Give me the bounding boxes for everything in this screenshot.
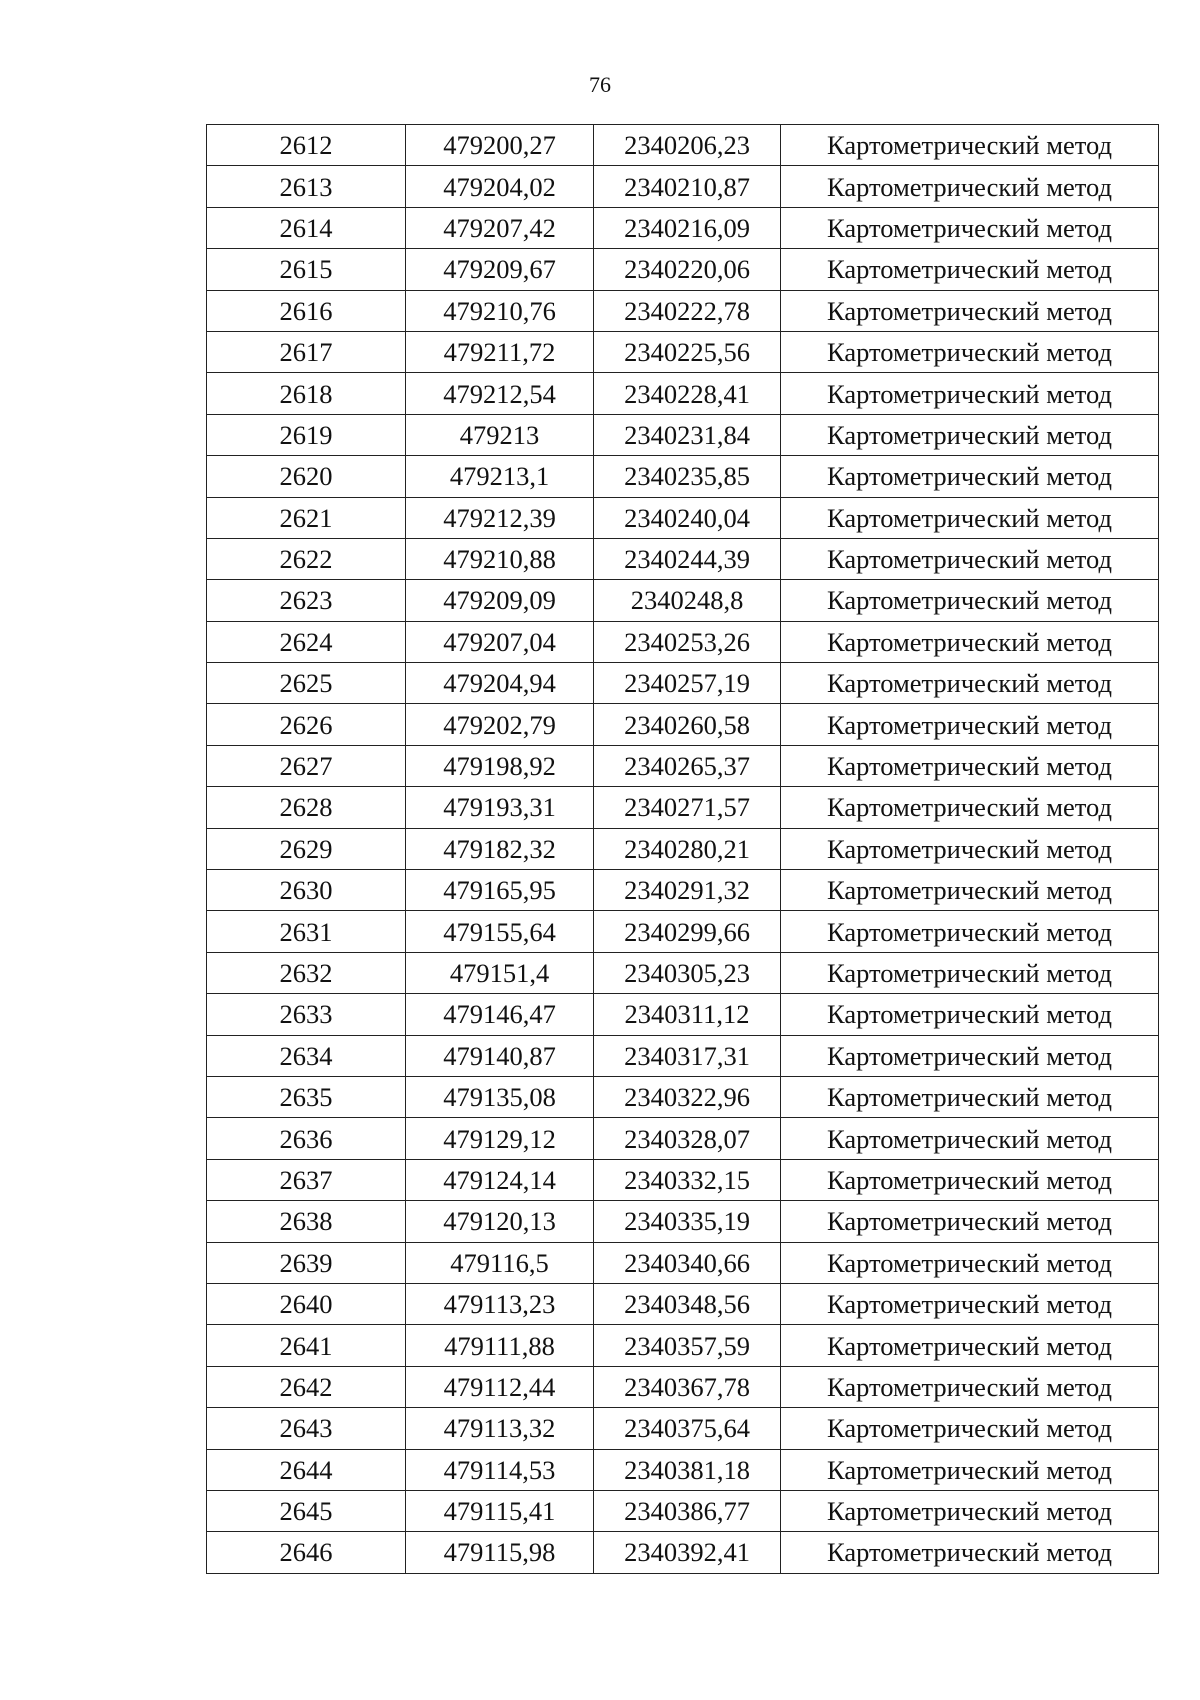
table-row [207, 1366, 1159, 1407]
x-coordinate-cell: 479165,95 [406, 870, 594, 911]
x-coordinate-cell: 479112,44 [406, 1366, 594, 1407]
coordinates-table [206, 124, 1159, 1574]
point-number-cell: 2631 [207, 911, 406, 952]
point-number-cell: 2625 [207, 663, 406, 704]
table-row [207, 580, 1159, 621]
table-row [207, 331, 1159, 372]
point-number-cell: 2629 [207, 828, 406, 869]
method-cell: Картометрический метод [781, 414, 1159, 455]
point-number-cell: 2644 [207, 1449, 406, 1490]
table-row [207, 911, 1159, 952]
x-coordinate-cell: 479212,54 [406, 373, 594, 414]
method-cell: Картометрический метод [781, 1408, 1159, 1449]
method-cell: Картометрический метод [781, 621, 1159, 662]
method-cell: Картометрический метод [781, 166, 1159, 207]
x-coordinate-cell: 479146,47 [406, 994, 594, 1035]
y-coordinate-cell: 2340392,41 [594, 1532, 781, 1573]
point-number-cell: 2639 [207, 1242, 406, 1283]
method-cell: Картометрический метод [781, 538, 1159, 579]
method-cell: Картометрический метод [781, 1201, 1159, 1242]
method-cell: Картометрический метод [781, 1532, 1159, 1573]
table-row [207, 994, 1159, 1035]
y-coordinate-cell: 2340375,64 [594, 1408, 781, 1449]
y-coordinate-cell: 2340210,87 [594, 166, 781, 207]
y-coordinate-cell: 2340216,09 [594, 207, 781, 248]
point-number-cell: 2637 [207, 1159, 406, 1200]
method-cell: Картометрический метод [781, 1159, 1159, 1200]
y-coordinate-cell: 2340228,41 [594, 373, 781, 414]
method-cell: Картометрический метод [781, 704, 1159, 745]
table-row [207, 414, 1159, 455]
method-cell: Картометрический метод [781, 1118, 1159, 1159]
method-cell: Картометрический метод [781, 1325, 1159, 1366]
table-row [207, 207, 1159, 248]
y-coordinate-cell: 2340235,85 [594, 456, 781, 497]
point-number-cell: 2634 [207, 1035, 406, 1076]
x-coordinate-cell: 479207,42 [406, 207, 594, 248]
method-cell: Картометрический метод [781, 125, 1159, 166]
y-coordinate-cell: 2340206,23 [594, 125, 781, 166]
x-coordinate-cell: 479114,53 [406, 1449, 594, 1490]
point-number-cell: 2617 [207, 331, 406, 372]
y-coordinate-cell: 2340348,56 [594, 1283, 781, 1324]
point-number-cell: 2622 [207, 538, 406, 579]
x-coordinate-cell: 479124,14 [406, 1159, 594, 1200]
table-row [207, 1532, 1159, 1573]
x-coordinate-cell: 479182,32 [406, 828, 594, 869]
method-cell: Картометрический метод [781, 1366, 1159, 1407]
table-row [207, 1325, 1159, 1366]
table-row [207, 1201, 1159, 1242]
point-number-cell: 2615 [207, 249, 406, 290]
point-number-cell: 2628 [207, 787, 406, 828]
method-cell: Картометрический метод [781, 331, 1159, 372]
table-row [207, 1035, 1159, 1076]
point-number-cell: 2620 [207, 456, 406, 497]
table-row [207, 125, 1159, 166]
y-coordinate-cell: 2340222,78 [594, 290, 781, 331]
table-row [207, 787, 1159, 828]
y-coordinate-cell: 2340253,26 [594, 621, 781, 662]
point-number-cell: 2627 [207, 745, 406, 786]
point-number-cell: 2626 [207, 704, 406, 745]
table-row [207, 663, 1159, 704]
y-coordinate-cell: 2340271,57 [594, 787, 781, 828]
x-coordinate-cell: 479155,64 [406, 911, 594, 952]
point-number-cell: 2613 [207, 166, 406, 207]
y-coordinate-cell: 2340220,06 [594, 249, 781, 290]
point-number-cell: 2642 [207, 1366, 406, 1407]
y-coordinate-cell: 2340332,15 [594, 1159, 781, 1200]
point-number-cell: 2643 [207, 1408, 406, 1449]
x-coordinate-cell: 479209,67 [406, 249, 594, 290]
method-cell: Картометрический метод [781, 373, 1159, 414]
x-coordinate-cell: 479111,88 [406, 1325, 594, 1366]
point-number-cell: 2641 [207, 1325, 406, 1366]
y-coordinate-cell: 2340328,07 [594, 1118, 781, 1159]
point-number-cell: 2635 [207, 1076, 406, 1117]
point-number-cell: 2632 [207, 952, 406, 993]
x-coordinate-cell: 479213 [406, 414, 594, 455]
y-coordinate-cell: 2340260,58 [594, 704, 781, 745]
y-coordinate-cell: 2340244,39 [594, 538, 781, 579]
table-row [207, 621, 1159, 662]
table-row [207, 538, 1159, 579]
table-row [207, 249, 1159, 290]
y-coordinate-cell: 2340386,77 [594, 1490, 781, 1531]
point-number-cell: 2616 [207, 290, 406, 331]
table-row [207, 1159, 1159, 1200]
x-coordinate-cell: 479198,92 [406, 745, 594, 786]
y-coordinate-cell: 2340291,32 [594, 870, 781, 911]
y-coordinate-cell: 2340280,21 [594, 828, 781, 869]
y-coordinate-cell: 2340248,8 [594, 580, 781, 621]
table-row [207, 1449, 1159, 1490]
y-coordinate-cell: 2340381,18 [594, 1449, 781, 1490]
table-row [207, 290, 1159, 331]
y-coordinate-cell: 2340231,84 [594, 414, 781, 455]
method-cell: Картометрический метод [781, 745, 1159, 786]
point-number-cell: 2612 [207, 125, 406, 166]
x-coordinate-cell: 479113,32 [406, 1408, 594, 1449]
x-coordinate-cell: 479210,76 [406, 290, 594, 331]
method-cell: Картометрический метод [781, 663, 1159, 704]
point-number-cell: 2640 [207, 1283, 406, 1324]
x-coordinate-cell: 479115,41 [406, 1490, 594, 1531]
y-coordinate-cell: 2340311,12 [594, 994, 781, 1035]
method-cell: Картометрический метод [781, 497, 1159, 538]
table-row [207, 1283, 1159, 1324]
x-coordinate-cell: 479213,1 [406, 456, 594, 497]
method-cell: Картометрический метод [781, 456, 1159, 497]
y-coordinate-cell: 2340265,37 [594, 745, 781, 786]
table-row [207, 745, 1159, 786]
method-cell: Картометрический метод [781, 290, 1159, 331]
x-coordinate-cell: 479129,12 [406, 1118, 594, 1159]
table-row [207, 1408, 1159, 1449]
x-coordinate-cell: 479212,39 [406, 497, 594, 538]
table-row [207, 456, 1159, 497]
y-coordinate-cell: 2340335,19 [594, 1201, 781, 1242]
table-row [207, 704, 1159, 745]
x-coordinate-cell: 479116,5 [406, 1242, 594, 1283]
method-cell: Картометрический метод [781, 994, 1159, 1035]
x-coordinate-cell: 479193,31 [406, 787, 594, 828]
table-row [207, 373, 1159, 414]
x-coordinate-cell: 479115,98 [406, 1532, 594, 1573]
page-number: 76 [589, 72, 611, 97]
table-row [207, 828, 1159, 869]
method-cell: Картометрический метод [781, 828, 1159, 869]
method-cell: Картометрический метод [781, 952, 1159, 993]
x-coordinate-cell: 479113,23 [406, 1283, 594, 1324]
method-cell: Картометрический метод [781, 1283, 1159, 1324]
point-number-cell: 2614 [207, 207, 406, 248]
point-number-cell: 2630 [207, 870, 406, 911]
table-row [207, 870, 1159, 911]
x-coordinate-cell: 479210,88 [406, 538, 594, 579]
point-number-cell: 2618 [207, 373, 406, 414]
point-number-cell: 2621 [207, 497, 406, 538]
y-coordinate-cell: 2340322,96 [594, 1076, 781, 1117]
point-number-cell: 2619 [207, 414, 406, 455]
table-row [207, 952, 1159, 993]
x-coordinate-cell: 479200,27 [406, 125, 594, 166]
y-coordinate-cell: 2340299,66 [594, 911, 781, 952]
method-cell: Картометрический метод [781, 249, 1159, 290]
table-row [207, 1490, 1159, 1531]
method-cell: Картометрический метод [781, 870, 1159, 911]
method-cell: Картометрический метод [781, 1076, 1159, 1117]
x-coordinate-cell: 479204,94 [406, 663, 594, 704]
method-cell: Картометрический метод [781, 1035, 1159, 1076]
y-coordinate-cell: 2340257,19 [594, 663, 781, 704]
x-coordinate-cell: 479135,08 [406, 1076, 594, 1117]
table-row [207, 1242, 1159, 1283]
x-coordinate-cell: 479211,72 [406, 331, 594, 372]
x-coordinate-cell: 479140,87 [406, 1035, 594, 1076]
method-cell: Картометрический метод [781, 580, 1159, 621]
coordinates-table-body [207, 125, 1159, 1574]
table-row [207, 1076, 1159, 1117]
table-row [207, 166, 1159, 207]
point-number-cell: 2624 [207, 621, 406, 662]
method-cell: Картометрический метод [781, 207, 1159, 248]
method-cell: Картометрический метод [781, 1242, 1159, 1283]
table-row [207, 1118, 1159, 1159]
point-number-cell: 2646 [207, 1532, 406, 1573]
x-coordinate-cell: 479207,04 [406, 621, 594, 662]
y-coordinate-cell: 2340340,66 [594, 1242, 781, 1283]
table-row [207, 497, 1159, 538]
y-coordinate-cell: 2340357,59 [594, 1325, 781, 1366]
y-coordinate-cell: 2340305,23 [594, 952, 781, 993]
x-coordinate-cell: 479204,02 [406, 166, 594, 207]
y-coordinate-cell: 2340225,56 [594, 331, 781, 372]
method-cell: Картометрический метод [781, 787, 1159, 828]
x-coordinate-cell: 479120,13 [406, 1201, 594, 1242]
y-coordinate-cell: 2340317,31 [594, 1035, 781, 1076]
y-coordinate-cell: 2340240,04 [594, 497, 781, 538]
method-cell: Картометрический метод [781, 911, 1159, 952]
point-number-cell: 2638 [207, 1201, 406, 1242]
point-number-cell: 2645 [207, 1490, 406, 1531]
point-number-cell: 2636 [207, 1118, 406, 1159]
point-number-cell: 2633 [207, 994, 406, 1035]
point-number-cell: 2623 [207, 580, 406, 621]
method-cell: Картометрический метод [781, 1449, 1159, 1490]
y-coordinate-cell: 2340367,78 [594, 1366, 781, 1407]
x-coordinate-cell: 479209,09 [406, 580, 594, 621]
method-cell: Картометрический метод [781, 1490, 1159, 1531]
x-coordinate-cell: 479202,79 [406, 704, 594, 745]
x-coordinate-cell: 479151,4 [406, 952, 594, 993]
